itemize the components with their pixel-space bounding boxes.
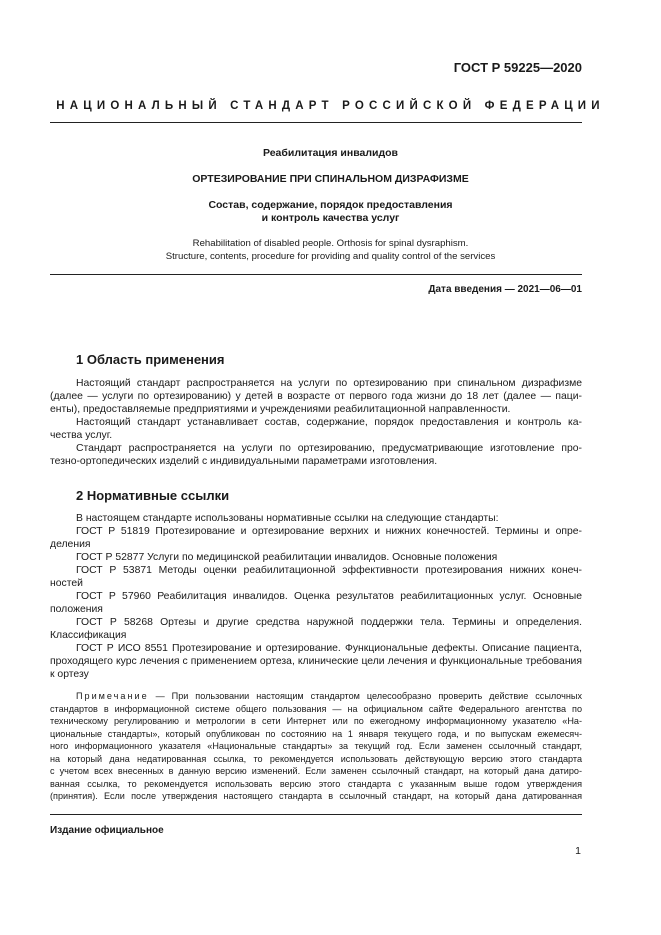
s1-p1-line1: Настоящий стандарт распространяется на услуги по ортезированию при спинальном дизрафизме: [76, 378, 582, 389]
ref-57960-line1: ГОСТ Р 57960 Реабилитация инвалидов. Оценка результатов реабилитационных услуг. Основные: [76, 591, 582, 602]
s1-p2-line1: Настоящий стандарт устанавливает состав, содержание, порядок предоставления и контроль ка-: [76, 417, 582, 428]
section-2-body: [50, 512, 582, 681]
title-subtitle-1: Состав, содержание, порядок предоставления: [208, 199, 453, 211]
note-line5: ного информационного указателя «Национальные стандарты» за текущий год. Если заменен ссылочный стандарт,: [50, 741, 582, 751]
note-line1: [50, 690, 582, 703]
s1-p3-line2: тезно-ортопедических изделий с индивидуальными параметрами изготовления.: [50, 456, 438, 467]
ref-52877: ГОСТ Р 52877 Услуги по медицинской реабилитации инвалидов. Основные положения: [76, 552, 498, 563]
title-english-1: Rehabilitation of disabled people. Orthosis for spinal dysraphism.: [192, 238, 469, 249]
s1-p1-line2: (далее — услуги по ортезированию) у детей в возрасте от первого года жизни до 18 лет (далее — паци-: [50, 391, 582, 402]
s1-p1-line3: енты), предоставляемые предприятиями и учреждениями реабилитационной направленности.: [50, 404, 511, 415]
page-number: 1: [575, 845, 581, 857]
ref-58268-line1: ГОСТ Р 58268 Ортезы и другие средства наружной поддержки тела. Термины и определения.: [76, 617, 582, 628]
note-line4: циональные стандарты», который опубликован по состоянию на 1 января текущего года, и по выпускам ежемесяч-: [50, 728, 582, 739]
title-subtitle-2: и контроль качества услуг: [261, 212, 400, 224]
note-line7: с учетом всех внесенных в данную версию изменений. Если заменен ссылочный стандарт, на который дана датиро-: [50, 766, 582, 776]
section-1-heading: 1 Область применения: [76, 352, 225, 367]
s2-intro: В настоящем стандарте использованы нормативные ссылки на следующие стандарты:: [76, 513, 499, 524]
note-line1-text: — При пользовании настоящим стандартом целесообразно проверить действие ссылочных: [155, 691, 582, 701]
ref-51819-line2: деления: [50, 539, 91, 550]
note-line8: ванная ссылка, то рекомендуется использовать версию этого стандарта с указанным выше годом утверждения: [50, 778, 582, 789]
ref-51819-line1: ГОСТ Р 51819 Протезирование и ортезирование верхних и нижних конечностей. Термины и опре-: [76, 526, 582, 537]
title-english-2: Structure, contents, procedure for providing and quality control of the services: [165, 251, 496, 262]
note-line2: стандартов в информационной системе общего пользования — на официальном сайте Федерального агентства по: [50, 703, 582, 714]
header-rule: [50, 122, 582, 123]
standard-number: ГОСТ Р 59225—2020: [453, 60, 582, 75]
note-label: Примечание: [76, 691, 149, 701]
introduction-date: Дата введения — 2021—06—01: [428, 284, 582, 295]
footer-rule: [50, 814, 582, 815]
section-2-heading: 2 Нормативные ссылки: [76, 488, 230, 503]
note-line9: (принятия). Если после утверждения настоящего стандарта в ссылочный стандарт, на который дана датированная: [50, 791, 582, 801]
ref-53871-line1: ГОСТ Р 53871 Методы оценки реабилитационной эффективности протезирования нижних конеч-: [76, 565, 582, 576]
note-line3: техническому регулированию и метрологии в сети Интернет или по ежегодному информационному указателю «На-: [50, 716, 582, 726]
title-main: ОРТЕЗИРОВАНИЕ ПРИ СПИНАЛЬНОМ ДИЗРАФИЗМЕ: [192, 173, 469, 185]
s1-p2-line2: чества услуг.: [50, 430, 113, 441]
ref-57960-line2: положения: [50, 604, 103, 615]
ref-53871-line2: ностей: [50, 578, 83, 589]
section-1-body: [50, 377, 582, 468]
title-rule: [50, 274, 582, 275]
ref-58268-line2: Классификация: [50, 630, 127, 641]
title-series: Реабилитация инвалидов: [262, 147, 399, 159]
national-standard-banner: НАЦИОНАЛЬНЫЙ СТАНДАРТ РОССИЙСКОЙ ФЕДЕРАЦИИ: [56, 100, 605, 112]
note-line6: на который дана недатированная ссылка, то рекомендуется использовать действующую версию этого стандарта: [50, 753, 582, 764]
note-block: [50, 690, 582, 803]
s1-p3-line1: Стандарт распространяется на услуги по ортезированию, предусматривающие изготовление про-: [76, 443, 582, 454]
ref-iso-8551: ГОСТ Р ИСО 8551 Протезирование и ортезирование. Функциональные дефекты. Описание пациента, проходящего курс лечения с применением ортеза, клинические цели лечения и функциональные требования к ортезу: [50, 643, 582, 680]
edition-label: Издание официальное: [50, 825, 164, 836]
